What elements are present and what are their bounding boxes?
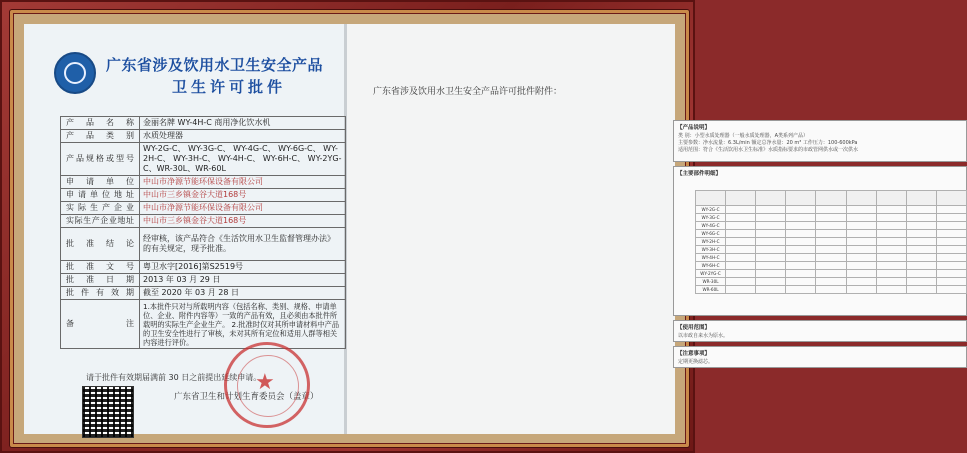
license-table xyxy=(60,116,346,349)
table-row xyxy=(696,254,967,262)
row-value: 中山市三乡镇金谷大道168号 xyxy=(140,189,346,202)
attachment-title: 广东省涉及饮用水卫生安全产品许可批件附件： xyxy=(373,87,563,97)
health-commission-emblem-icon xyxy=(54,52,96,94)
notes-box xyxy=(673,346,967,368)
components-title: 【主要部件明细】 xyxy=(677,171,722,177)
table-row xyxy=(61,261,346,274)
issuing-authority: 广东省卫生和计划生育委员会（盖章） xyxy=(174,392,319,402)
table-row xyxy=(61,274,346,287)
row-label: 备注 xyxy=(61,300,140,349)
model-cell: WY-2H-C xyxy=(696,238,726,246)
row-label: 申请单位地址 xyxy=(61,189,140,202)
row-label: 产品规格或型号 xyxy=(61,143,140,176)
table-row xyxy=(696,246,967,254)
table-row xyxy=(61,287,346,300)
table-row xyxy=(696,270,967,278)
table-row xyxy=(61,300,346,349)
model-cell: WY-2G-C xyxy=(696,206,726,214)
product-description-line: 主要参数：净水流量：6.3L/min 额定总净水量：20 m³ 工作压力：100-600kPa xyxy=(678,140,858,146)
row-label: 产品名称 xyxy=(61,117,140,130)
row-value: 金丽名牌 WY-4H-C 商用净化饮水机 xyxy=(140,117,346,130)
components-table xyxy=(695,190,967,294)
model-cell: WY-4G-C xyxy=(696,222,726,230)
row-label: 批准结论 xyxy=(61,228,140,261)
model-cell: WR-30L xyxy=(696,278,726,286)
product-description-title: 【产品说明】 xyxy=(677,125,711,131)
notes-text: 定期更换滤芯。 xyxy=(678,359,714,365)
table-row xyxy=(696,206,967,214)
table-row xyxy=(61,189,346,202)
license-page xyxy=(24,24,344,434)
row-label: 申请单位 xyxy=(61,176,140,189)
document-title: 广东省涉及饮用水卫生安全产品 xyxy=(106,56,324,74)
certificate-document xyxy=(24,24,859,434)
notes-title: 【注意事项】 xyxy=(677,351,711,357)
attachment-page xyxy=(347,24,859,434)
row-label: 产品类别 xyxy=(61,130,140,143)
row-value: 水质处理器 xyxy=(140,130,346,143)
model-cell: WY-4H-C xyxy=(696,254,726,262)
row-value: 粤卫水字[2016]第S2519号 xyxy=(140,261,346,274)
model-cell: WY-6G-C xyxy=(696,230,726,238)
table-header-row xyxy=(696,191,967,206)
row-label: 批件有效期 xyxy=(61,287,140,300)
row-value: 中山市净源节能环保设备有限公司 xyxy=(140,202,346,215)
table-row xyxy=(696,230,967,238)
table-row xyxy=(696,214,967,222)
table-row xyxy=(61,215,346,228)
table-row xyxy=(696,238,967,246)
table-row xyxy=(61,143,346,176)
qr-code-icon xyxy=(82,386,134,438)
row-label: 批准日期 xyxy=(61,274,140,287)
model-cell: WY-3G-C xyxy=(696,214,726,222)
table-row xyxy=(61,202,346,215)
table-row xyxy=(61,176,346,189)
model-cell: WY-2YG-C xyxy=(696,270,726,278)
table-row xyxy=(61,117,346,130)
row-value: 中山市净源节能环保设备有限公司 xyxy=(140,176,346,189)
table-row xyxy=(61,130,346,143)
table-row xyxy=(696,278,967,286)
table-row xyxy=(696,222,967,230)
usage-box xyxy=(673,320,967,342)
row-value: WY-2G-C、 WY-3G-C、 WY-4G-C、 WY-6G-C、 WY-2H-C、 WY-3H-C、 WY-4H-C、 WY-6H-C、 WY-2YG-C、WR-30L、WR-60L xyxy=(140,143,346,176)
model-cell: WY-6H-C xyxy=(696,262,726,270)
row-value: 经审核，该产品符合《生活饮用水卫生监督管理办法》的有关规定，现予批准。 xyxy=(140,228,346,261)
seal-star-icon: ★ xyxy=(255,370,275,395)
renewal-note: 请于批件有效期届满前 30 日之前提出延续申请。 xyxy=(86,373,262,382)
product-description-line: 类 别：小型水质处理器（一般水质处理器，A类系列产品） xyxy=(678,133,809,139)
usage-title: 【使用范围】 xyxy=(677,325,711,331)
row-label: 批准文号 xyxy=(61,261,140,274)
table-row xyxy=(696,262,967,270)
table-row xyxy=(696,286,967,294)
model-cell: WR-60L xyxy=(696,286,726,294)
row-value: 截至 2020 年 03 月 28 日 xyxy=(140,287,346,300)
usage-text: 以市政自来水为原水。 xyxy=(678,333,729,339)
table-row xyxy=(61,228,346,261)
row-label: 实际生产企业 xyxy=(61,202,140,215)
row-value: 2013 年 03 月 29 日 xyxy=(140,274,346,287)
row-value: 1.本批件只对与所载明内容（包括名称、类别、规格、申请单位、企业、附件内容等）一致的产品有效，且必须由本批件所载明的实际生产企业生产。 2.批准时仅对其所申请材料中产品的卫生安全性进行了审核，未对其所有定位和适用人群等相关内容进行评价。 xyxy=(140,300,346,349)
model-cell: WY-3H-C xyxy=(696,246,726,254)
row-label: 实际生产企业地址 xyxy=(61,215,140,228)
product-description-line: 适用范围：符合《生活饮用水卫生标准》水质指标要求的市政管网供水或一次供水 xyxy=(678,147,859,153)
row-value: 中山市三乡镇金谷大道168号 xyxy=(140,215,346,228)
product-description-box xyxy=(673,120,967,162)
document-subtitle: 卫生许可批件 xyxy=(171,78,286,96)
